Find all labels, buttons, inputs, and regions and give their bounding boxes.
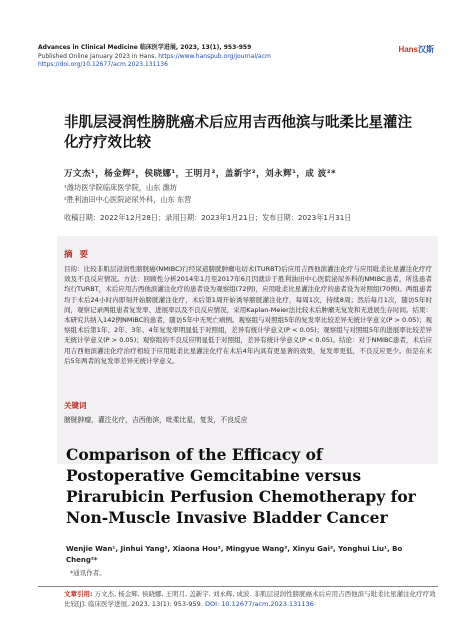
journal-url-link[interactable]: https://www.hanspub.org/journal/acm	[158, 52, 271, 60]
citation-label: 文章引用:	[64, 590, 93, 598]
logo-cn: 汉斯	[418, 45, 434, 54]
abstract-heading: 摘 要	[64, 250, 90, 260]
keywords-text: 膀胱肿瘤，灌注化疗，吉西他滨，吡柔比星，复发，不良反应	[64, 416, 248, 424]
logo-latin: Hans	[398, 45, 418, 54]
citation-text: 万文杰, 杨金辉, 侯晓娜, 王明月, 盖新宇, 刘永辉, 成波. 非肌层浸润性膀胱癌术后应用吉西他滨与吡柔比星灌注化疗疗效比较[J]. 临床医学进展, 2023, 13(1): 953-959.	[64, 590, 436, 608]
publication-text: Published Online January 2023 in Hans.	[38, 52, 159, 60]
journal-citation-line: Advances in Clinical Medicine 临床医学进展, 2023, 13(1), 953-959	[38, 44, 252, 51]
submission-dates: 收稿日期：2022年12月28日；录用日期：2023年1月21日；发布日期：2023年1月31日	[64, 213, 352, 222]
affiliation-2: ²胜利油田中心医院泌尿外科，山东 东营	[64, 195, 192, 204]
journal-header	[38, 44, 438, 70]
footer-divider	[38, 586, 438, 587]
citation-footer	[64, 590, 436, 609]
hans-logo	[398, 44, 434, 55]
abstract-text: 目的：比较非肌层浸润性膀胱癌(NMIBC)行经尿道膀胱肿瘤电切术(TURBT)后应用吉西他滨灌注化疗与应用吡柔比星灌注化疗疗效及不良反应情况。方法：回顾性分析2014年1月至2017年6月因就诊于胜利油田中心医院泌尿外科的NMIBC患者，所选患者均行TURBT，术后应用吉西他滨灌注化疗的患者设为观察组(72例)，应用吡柔比星灌注化疗的患者设为对照组(70例)。两组患者均于术后24小时内即刻开始膀胱灌注化疗，术后第1周开始诱导膀胱灌注化疗，每周1次，持续8周；然后每月1次，随访5年时间，观察记录两组患者复发率、进展率以及不良反应情况，采用Kaplan-Meier法比较术后肿瘤无复发和无进展生存时间。结果：本研究共纳入142例NMIBC的患者，随访5年中无死亡病例。观察组与对照组5年的复发率比较差异无统计学意义(P > 0.05)；观察组术后第1年、2年、3年、4年复发率明显低于对照组，差异有统计学意义(P < 0.05)；观察组与对照组5年的进展率比较差异无统计学意义(P > 0.05)；观察组的不良反应明显低于对照组，差异有统计学意义(P < 0.05)。结论：对于NMIBC患者，术后应用吉西他滨灌注化疗治疗相较于应用吡柔比星灌注化疗在术后4年内具有更显著的效果，复发率更低，不良反应更少。但是在术后5年两者的复发率差异无统计学意义。	[64, 265, 432, 365]
keywords-heading: 关键词	[64, 401, 87, 410]
english-authors: Wenjie Wan¹, Jinhui Yang², Xiaona Hou², Mingyue Wang², Xinyu Gai², Yonghui Liu¹, Bo Cheng²*	[66, 545, 403, 564]
doi-link[interactable]: https://doi.org/10.12677/acm.2023.131136	[38, 61, 168, 68]
chinese-title: 非肌层浸润性膀胱癌术后应用吉西他滨与吡柔比星灌注化疗疗效比较	[64, 115, 412, 151]
english-title: Comparison of the Efficacy of Postoperative Gemcitabine versus Pirarubicin Perfusion Chemotherapy for Non-Muscle Invasive Bladder Cancer	[66, 445, 416, 527]
chinese-authors: 万文杰¹，杨金辉²，侯晓娜¹，王明月²，盖新宇²，刘永辉¹，成 波²*	[64, 169, 336, 179]
corresponding-author-note: *通讯作者。	[70, 569, 106, 577]
chinese-affiliations	[64, 182, 191, 206]
citation-doi-link[interactable]: DOI: 10.12677/acm.2023.131136	[204, 599, 314, 608]
affiliation-1: ¹潍坊医学院临床医学院，山东 潍坊	[64, 183, 177, 192]
publication-line	[38, 53, 438, 62]
